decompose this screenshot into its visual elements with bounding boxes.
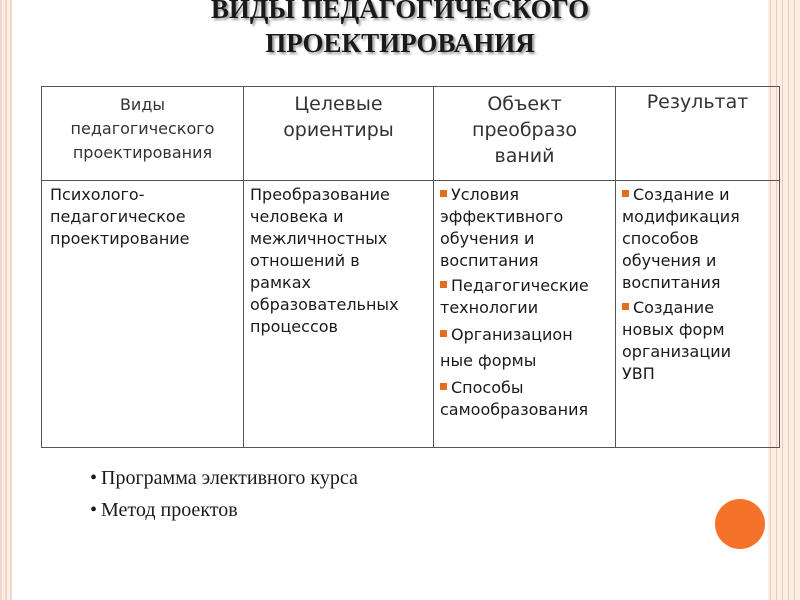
title-line-1: ВИДЫ ПЕДАГОГИЧЕСКОГО xyxy=(210,0,590,24)
list-item: Создание и модификация способов обучения и воспитания xyxy=(622,185,740,292)
cell-line: проектирование xyxy=(50,229,190,248)
list-item: Способы самообразования xyxy=(440,378,589,419)
header-object xyxy=(434,87,616,181)
square-bullet-icon xyxy=(440,190,447,197)
cell-line: человека и xyxy=(250,207,344,226)
header-line: Виды xyxy=(119,95,166,114)
cell-design-type xyxy=(42,181,244,448)
cell-line: Психолого- xyxy=(50,185,145,204)
cell-results xyxy=(616,181,780,448)
cell-line: рамках xyxy=(250,273,311,292)
header-line: Целевые xyxy=(294,93,383,115)
list-item: • Программа элективного курса xyxy=(90,467,358,489)
square-bullet-icon xyxy=(440,281,447,288)
square-bullet-icon xyxy=(622,303,629,310)
cell-line: процессов xyxy=(250,317,338,336)
header-line: преобразо xyxy=(472,119,577,141)
cell-objects xyxy=(434,181,616,448)
left-decor-stripe xyxy=(0,0,12,600)
cell-line: педагогическое xyxy=(50,207,186,226)
list-item: Создание новых форм организации УВП xyxy=(622,298,732,383)
cell-line: отношений в xyxy=(250,251,360,270)
orange-circle-decoration xyxy=(715,499,765,549)
table-header-row xyxy=(42,87,780,181)
list-item: Организацион ные формы xyxy=(440,325,573,370)
square-bullet-icon xyxy=(622,190,629,197)
bullet-dot: • xyxy=(90,499,98,521)
header-line: ориентиры xyxy=(283,119,394,141)
cell-line: межличностных xyxy=(250,229,388,248)
list-item: • Метод проектов xyxy=(90,499,238,521)
header-line: Объект xyxy=(487,93,562,115)
cell-line: Преобразование xyxy=(250,185,390,204)
square-bullet-icon xyxy=(440,330,447,337)
list-item: Условия эффективного обучения и воспитания xyxy=(440,185,564,270)
bullet-dot: • xyxy=(90,467,98,489)
design-types-table xyxy=(41,86,780,448)
list-item: Педагогические технологии xyxy=(440,276,589,317)
title-line-2: ПРОЕКТИРОВАНИЯ xyxy=(265,28,535,58)
header-result xyxy=(616,87,780,181)
slide-title xyxy=(100,0,700,60)
cell-line: образовательных xyxy=(250,295,399,314)
square-bullet-icon xyxy=(440,383,447,390)
header-line: Результат xyxy=(646,91,749,113)
table-row xyxy=(42,181,780,448)
header-goals xyxy=(244,87,434,181)
notes-list xyxy=(90,462,358,526)
header-design-types xyxy=(42,87,244,181)
header-line: проектирования xyxy=(72,143,213,162)
header-line: педагогического xyxy=(70,119,215,138)
header-line: ваний xyxy=(494,145,555,167)
cell-goals xyxy=(244,181,434,448)
